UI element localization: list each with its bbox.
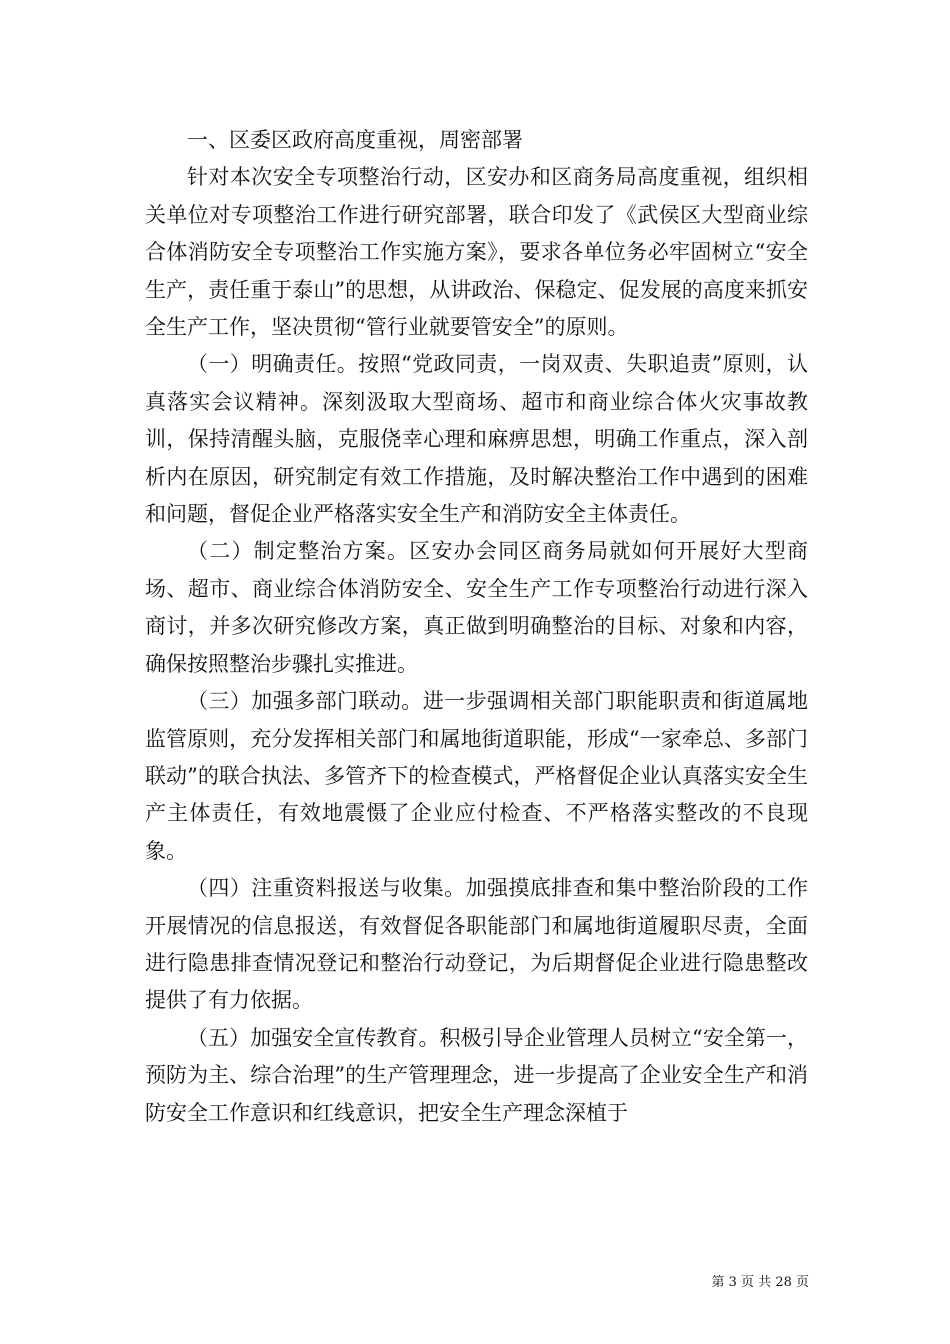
paragraph-responsibility: （一）明确责任。按照“党政同责，一岗双责、失职追责”原则，认真落实会议精神。深刻汲取大型商场、超市和商业综合体火灾事故教训，保持清醒头脑，克服侥幸心理和麻痹思想，明确工作重点，深入剖析内在原因，研究制定有效工作措施，及时解决整治工作中遇到的困难和问题，督促企业严格落实安全生产和消防安全主体责任。 <box>145 352 808 527</box>
page-number-footer: 第 3 页 共 28 页 <box>711 1275 809 1290</box>
document-body <box>145 122 808 1132</box>
paragraph-reporting: （四）注重资料报送与收集。加强摸底排查和集中整治阶段的工作开展情况的信息报送，有效督促各职能部门和属地街道履职尽责，全面进行隐患排查情况登记和整治行动登记，为后期督促企业进行隐患整改提供了有力依据。 <box>145 876 808 1013</box>
paragraph-coordination: （三）加强多部门联动。进一步强调相关部门职能职责和街道属地监管原则，充分发挥相关部门和属地街道职能，形成“一家牵总、多部门联动”的联合执法、多管齐下的检查模式，严格督促企业认真落实安全生产主体责任，有效地震慑了企业应付检查、不严格落实整改的不良现象。 <box>145 689 808 863</box>
section-heading: 一、区委区政府高度重视，周密部署 <box>187 128 523 152</box>
intro-paragraph: 针对本次安全专项整治行动，区安办和区商务局高度重视，组织相关单位对专项整治工作进行研究部署，联合印发了《武侯区大型商业综合体消防安全专项整治工作实施方案》，要求各单位务必牢固树立“安全生产，责任重于泰山”的思想，从讲政治、保稳定、促发展的高度来抓安全生产工作，坚决贯彻“管行业就要管安全”的原则。 <box>145 165 808 340</box>
paragraph-education: （五）加强安全宣传教育。积极引导企业管理人员树立“安全第一，预防为主、综合治理”的生产管理理念，进一步提高了企业安全生产和消防安全工作意识和红线意识，把安全生产理念深植于 <box>145 1025 808 1125</box>
paragraph-plan: （二）制定整治方案。区安办会同区商务局就如何开展好大型商场、超市、商业综合体消防安全、安全生产工作专项整治行动进行深入商讨，并多次研究修改方案，真正做到明确整治的目标、对象和内容，确保按照整治步骤扎实推进。 <box>145 539 808 676</box>
